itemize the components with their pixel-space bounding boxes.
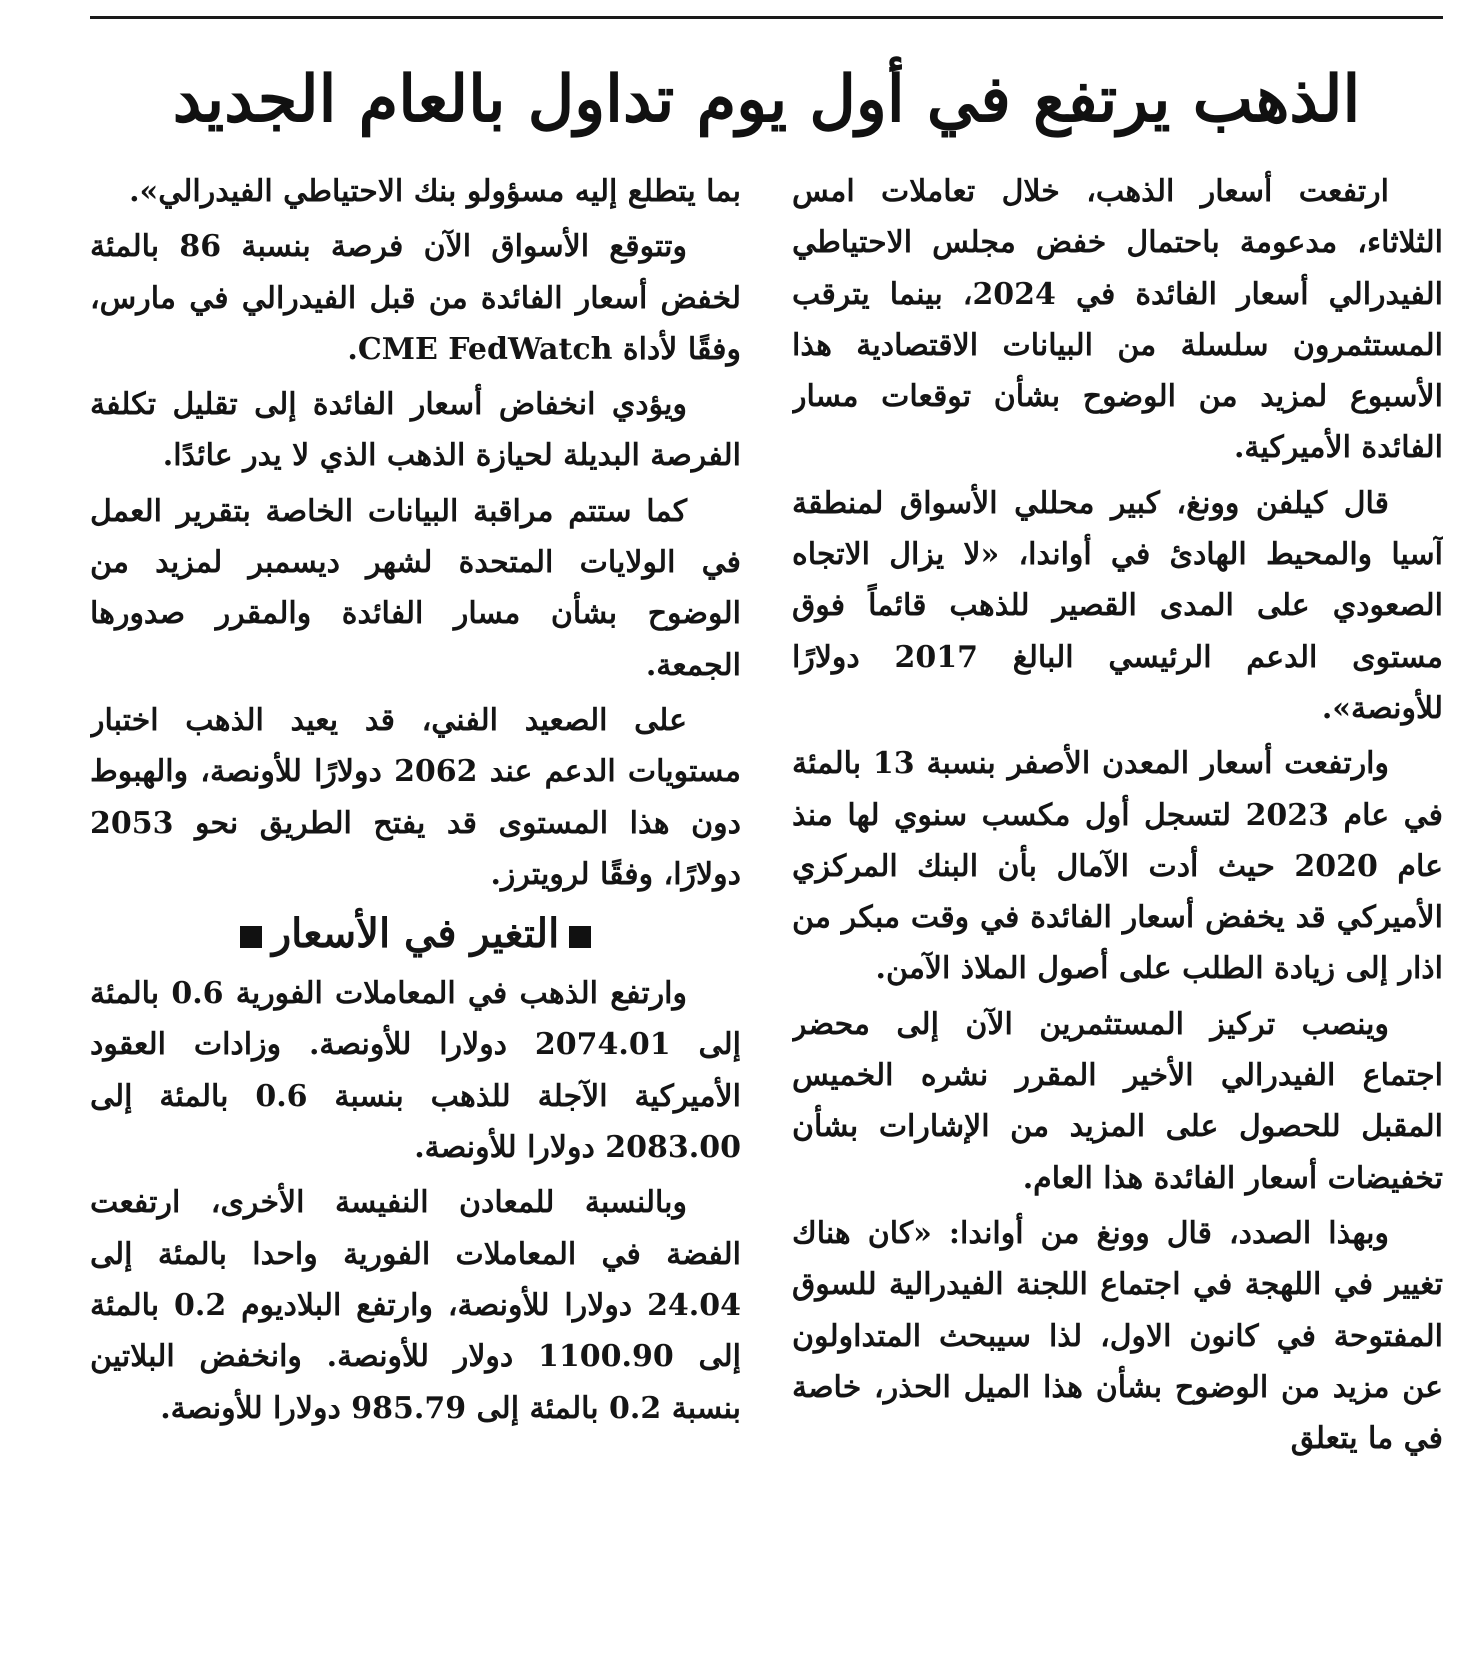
article-headline: الذهب يرتفع في أول يوم تداول بالعام الجديد	[172, 61, 1361, 137]
paragraph: وارتفع الذهب في المعاملات الفورية 0.6 بالمئة إلى 2074.01 دولارا للأونصة. وزادات العقود الأميركية الآجلة للذهب بنسبة 0.6 بالمئة إلى 2083.00 دولارا للأونصة.	[90, 976, 741, 1166]
paragraph: كما ستتم مراقبة البيانات الخاصة بتقرير العمل في الولايات المتحدة لشهر ديسمبر لمزيد من الوضوح بشأن مسار الفائدة والمقرر صدورها الجمعة.	[90, 493, 741, 683]
left-column	[90, 166, 741, 1626]
paragraph: وينصب تركيز المستثمرين الآن إلى محضر اجتماع الفيدرالي الأخير المقرر نشره الخميس المقبل للحصول على المزيد من الإشارات بشأن تخفيضات أسعار الفائدة هذا العام.	[792, 1006, 1443, 1196]
paragraph: وبالنسبة للمعادن النفيسة الأخرى، ارتفعت الفضة في المعاملات الفورية واحدا بالمئة إلى 24.04 دولارا للأونصة، وارتفع البلاديوم 0.2 بالمئة إلى 1100.90 دولار للأونصة. وانخفض البلاتين بنسبة 0.2 بالمئة إلى 985.79 دولارا للأونصة.	[90, 1185, 741, 1426]
top-rule	[90, 16, 1443, 19]
paragraph: ويؤدي انخفاض أسعار الفائدة إلى تقليل تكلفة الفرصة البديلة لحيازة الذهب الذي لا يدر عائدًا.	[90, 387, 741, 474]
paragraph: ارتفعت أسعار الذهب، خلال تعاملات امس الثلاثاء، مدعومة باحتمال خفض مجلس الاحتياطي الفيدرالي أسعار الفائدة في 2024، بينما يترقب المستثمرون سلسلة من البيانات الاقتصادية هذا الأسبوع لمزيد من الوضوح بشأن توقعات مسار الفائدة الأميركية.	[792, 174, 1443, 466]
paragraph: وتتوقع الأسواق الآن فرصة بنسبة 86 بالمئة لخفض أسعار الفائدة من قبل الفيدرالي في مارس، وفقًا لأداة CME FedWatch.	[90, 229, 741, 367]
paragraph: على الصعيد الفني، قد يعيد الذهب اختبار مستويات الدعم عند 2062 دولارًا للأونصة، والهبوط دون هذا المستوى قد يفتح الطريق نحو 2053 دولارًا، وفقًا لرويترز.	[90, 702, 741, 892]
paragraph: وبهذا الصدد، قال وونغ من أواندا: «كان هناك تغيير في اللهجة في اجتماع اللجنة الفيدرالية للسوق المفتوحة في كانون الاول، لذا سيبحث المتداولون عن مزيد من الوضوح بشأن هذا الميل الحذر، خاصة في ما يتعلق	[792, 1215, 1443, 1457]
right-column	[792, 166, 1443, 1666]
paragraph: وارتفعت أسعار المعدن الأصفر بنسبة 13 بالمئة في عام 2023 لتسجل أول مكسب سنوي لها منذ عام 2020 حيث أدت الآمال بأن البنك المركزي الأميركي قد يخفض أسعار الفائدة في وقت مبكر من اذار إلى زيادة الطلب على أصول الملاذ الآمن.	[792, 746, 1443, 987]
section-subheading	[90, 906, 741, 962]
paragraph: قال كيلفن وونغ، كبير محللي الأسواق لمنطقة آسيا والمحيط الهادئ في أواندا، «لا يزال الاتجاه الصعودي على المدى القصير للذهب قائماً فوق مستوى الدعم الرئيسي البالغ 2017 دولارًا للأونصة».	[792, 485, 1443, 726]
paragraph: بما يتطلع إليه مسؤولو بنك الاحتياطي الفيدرالي».	[129, 174, 741, 209]
square-bullet-icon	[569, 926, 591, 948]
subheading-text: التغير في الأسعار	[271, 910, 560, 958]
square-bullet-icon	[240, 926, 262, 948]
